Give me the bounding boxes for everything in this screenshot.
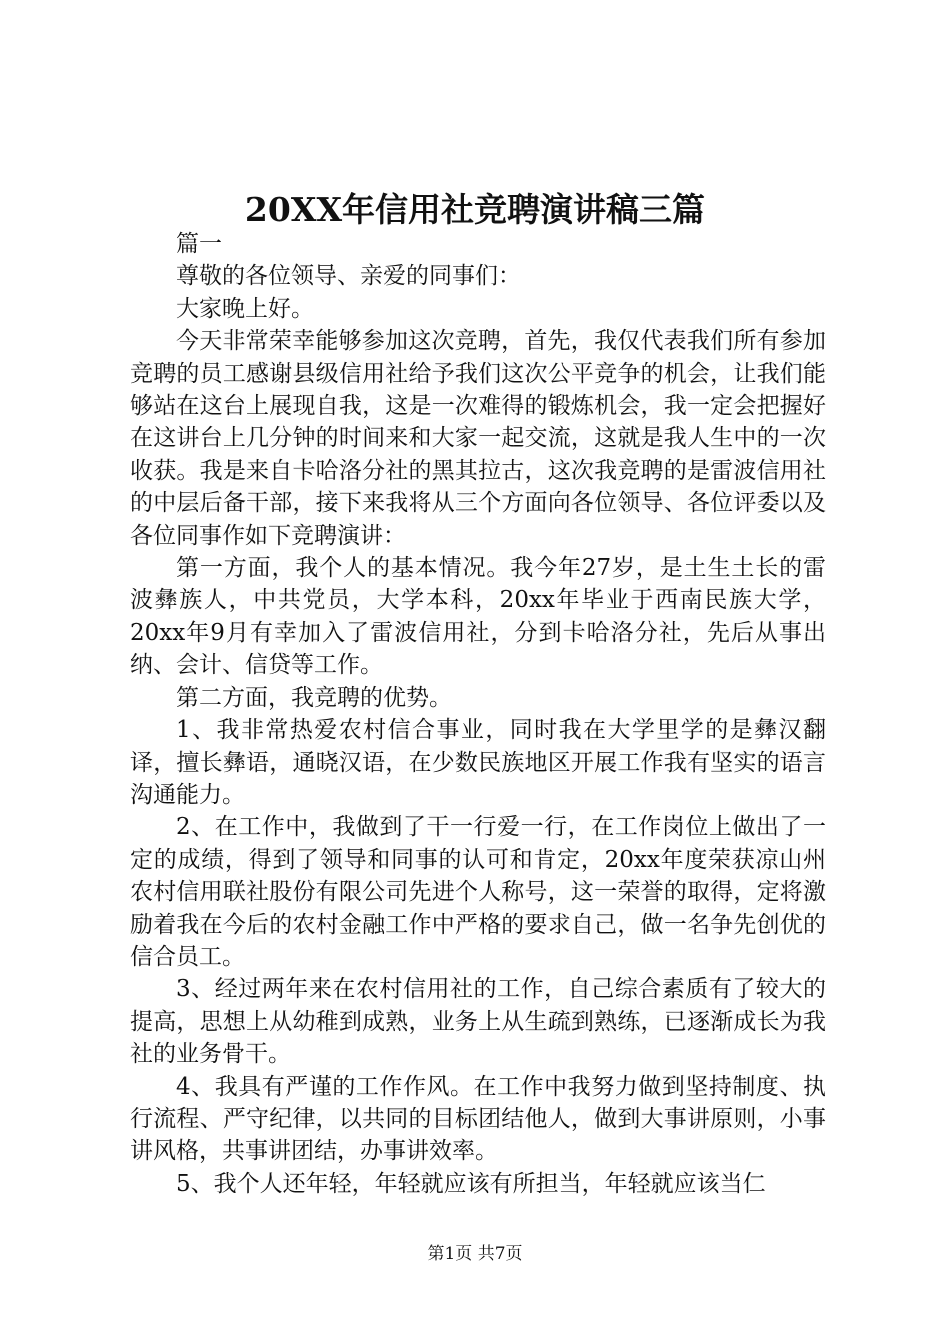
document-body (130, 228, 826, 1200)
paragraph: 篇一 (176, 231, 222, 257)
paragraph: 第二方面，我竞聘的优势。 (176, 684, 452, 711)
paragraph: 2、在工作中，我做到了干一行爱一行，在工作岗位上做出了一定的成绩，得到了领导和同事的认可和肯定，20xx年度荣获凉山州农村信用联社股份有限公司先进个人称号，这一荣誉的取得，定将激励着我在今后的农村金融工作中严格的要求自己，做一名争先创优的信合员工。 (130, 814, 826, 970)
page-number-footer: 第1页 共7页 (427, 1244, 523, 1264)
paragraph: 1、我非常热爱农村信合事业，同时我在大学里学的是彝汉翻译，擅长彝语，通晓汉语，在少数民族地区开展工作我有坚实的语言沟通能力。 (130, 717, 826, 808)
paragraph: 4、我具有严谨的工作作风。在工作中我努力做到坚持制度、执行流程、严守纪律，以共同的目标团结他人，做到大事讲原则，小事讲风格，共事讲团结，办事讲效率。 (130, 1073, 826, 1165)
paragraph: 5、我个人还年轻，年轻就应该有所担当，年轻就应该当仁 (176, 1170, 766, 1197)
paragraph: 今天非常荣幸能够参加这次竞聘，首先，我仅代表我们所有参加竞聘的员工感谢县级信用社给予我们这次公平竞争的机会，让我们能够站在这台上展现自我，这是一次难得的锻炼机会，我一定会把握好在这讲台上几分钟的时间来和大家一起交流，这就是我人生中的一次收获。我是来自卡哈洛分社的黑其拉古，这次我竞聘的是雷波信用社的中层后备干部，接下来我将从三个方面向各位领导、各位评委以及各位同事作如下竞聘演讲： (130, 328, 826, 549)
paragraph: 尊敬的各位领导、亲爱的同事们： (176, 263, 521, 290)
paragraph: 第一方面，我个人的基本情况。我今年27岁，是土生土长的雷波彝族人，中共党员，大学本科，20xx年毕业于西南民族大学，20xx年9月有幸加入了雷波信用社，分到卡哈洛分社，先后从事出纳、会计、信贷等工作。 (130, 555, 826, 679)
paragraph: 大家晚上好。 (176, 295, 314, 322)
document-title: 20XX年信用社竞聘演讲稿三篇 (244, 190, 706, 229)
paragraph: 3、经过两年来在农村信用社的工作，自己综合素质有了较大的提高，思想上从幼稚到成熟，业务上从生疏到熟练，已逐渐成长为我社的业务骨干。 (130, 976, 826, 1068)
